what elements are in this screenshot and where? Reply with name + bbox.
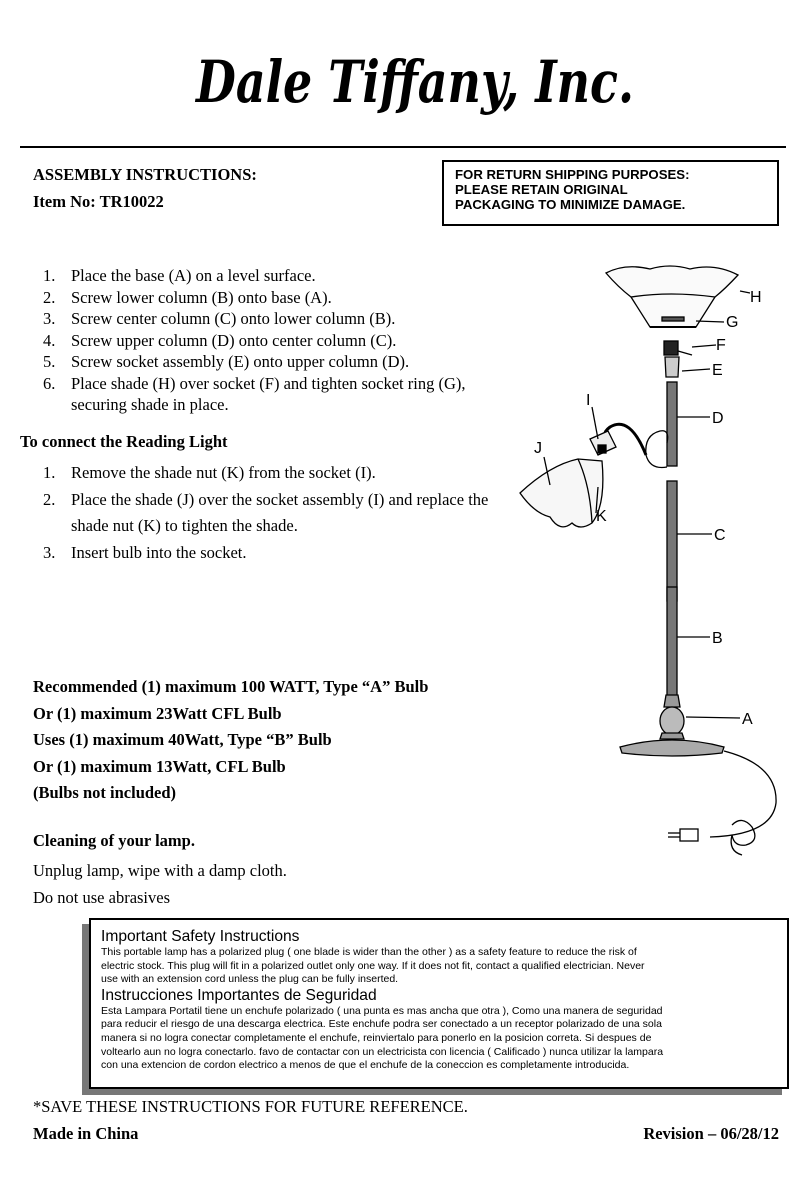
- list-item: [38, 330, 508, 352]
- list-item: [38, 487, 501, 540]
- step-number: 3.: [43, 309, 56, 328]
- step-text: Screw lower column (B) onto base (A).: [71, 287, 332, 307]
- bulb-specs: [33, 674, 428, 807]
- notice-line: PACKAGING TO MINIMIZE DAMAGE.: [455, 197, 686, 212]
- label-D: D: [712, 410, 724, 427]
- return-shipping-notice: [442, 160, 779, 226]
- safety-line-en: use with an extension cord unless the plug can be fully inserted.: [101, 973, 399, 986]
- list-item: [38, 265, 508, 287]
- cleaning-instructions: [33, 857, 287, 911]
- step-text: Remove the shade nut (K) from the socket (I).: [71, 463, 376, 482]
- safety-line-es: Esta Lampara Portatil tiene un enchufe polarizado ( una punta es mas ancha que otra ), Como una manera de seguridad: [101, 1004, 663, 1017]
- safety-title-en: Important Safety Instructions: [101, 928, 300, 945]
- label-A: A: [742, 711, 753, 728]
- lamp-diagram: [510, 255, 800, 875]
- reading-arm: [646, 431, 668, 468]
- label-J: J: [534, 440, 542, 457]
- step-text: Screw upper column (D) onto center column (C).: [71, 330, 397, 350]
- plug: [680, 829, 698, 841]
- step-text: Place the shade (J) over the socket assembly (I) and replace the shade nut (K) to tighten the shade.: [71, 489, 489, 535]
- brand-logo-text: Dale Tiffany, Inc.: [194, 48, 634, 116]
- label-G: G: [726, 314, 739, 331]
- assembly-steps: [38, 265, 508, 416]
- safety-line-es: voltearlo aun no logra conectarlo. favo de contactar con un electricista con licencia ( Calificado ) nunca utilizar la lampara: [101, 1045, 664, 1058]
- lower-column: [667, 587, 677, 709]
- safety-line-es: manera si no logra conectar completamente el enchufe, reinviertalo para ponerlo en la posicion correta. Si despues de: [101, 1031, 652, 1044]
- label-C: C: [714, 527, 726, 544]
- step-text: Insert bulb into the socket.: [71, 542, 247, 562]
- list-item: [38, 287, 508, 309]
- cleaning-line: Unplug lamp, wipe with a damp cloth.: [33, 861, 287, 880]
- label-K: K: [596, 508, 607, 525]
- step-number: 6.: [43, 373, 56, 393]
- brand-logo: [196, 36, 636, 128]
- label-E: E: [712, 362, 723, 379]
- list-item: [38, 540, 508, 567]
- reading-shade: [520, 459, 603, 527]
- cleaning-title: Cleaning of your lamp.: [33, 831, 195, 850]
- socket-ring: [662, 317, 684, 321]
- reading-light-steps: [38, 460, 508, 566]
- list-item: [38, 460, 508, 487]
- step-number: 2.: [43, 287, 56, 307]
- upper-column: [667, 382, 677, 466]
- reading-light-title: To connect the Reading Light: [20, 432, 228, 451]
- header-divider: [20, 146, 786, 148]
- safety-line-en: This portable lamp has a polarized plug ( one blade is wider than the other ) as a safety feature to reduce the risk of: [101, 946, 637, 958]
- safety-title-es: Instrucciones Importantes de Seguridad: [101, 986, 377, 1004]
- list-item: [38, 351, 508, 373]
- step-number: 1.: [43, 266, 56, 285]
- center-column: [667, 481, 677, 601]
- step-text: Screw socket assembly (E) onto upper column (D).: [71, 352, 410, 371]
- socket: [664, 341, 678, 355]
- label-F: F: [716, 337, 726, 354]
- notice-line: PLEASE RETAIN ORIGINAL: [455, 182, 628, 197]
- label-H: H: [750, 289, 762, 306]
- lamp-base: [620, 740, 724, 756]
- step-text: Place shade (H) over socket (F) and tighten socket ring (G), securing shade in place.: [71, 373, 466, 414]
- bulb-line: (Bulbs not included): [33, 783, 177, 802]
- list-item: [38, 308, 508, 330]
- save-instructions-note: *SAVE THESE INSTRUCTIONS FOR FUTURE REFERENCE.: [33, 1097, 468, 1116]
- socket-assembly: [665, 357, 679, 377]
- bulb-line: Recommended (1) maximum 100 WATT, Type “A” Bulb: [33, 677, 429, 696]
- power-cord: [710, 751, 776, 837]
- item-number: Item No: TR10022: [33, 192, 164, 211]
- step-number: 1.: [43, 463, 56, 482]
- label-I: I: [586, 392, 591, 409]
- safety-line-en: electric stock. This plug will fit in a polarized outlet only one way. If it does not fit, contact a qualified electrician. Never: [101, 959, 645, 972]
- cleaning-line: Do not use abrasives: [33, 888, 171, 907]
- safety-line-es: para reducir el riesgo de una descarga electrica. Este enchufe podra ser conectado a un receptor polarizado de una sola: [101, 1018, 662, 1031]
- safety-box: [89, 918, 789, 1089]
- base-knob: [660, 707, 684, 735]
- made-in-china: Made in China: [33, 1124, 139, 1143]
- safety-line-es: con una extencion de cordon electrico a menos de que el enchufe de la coneccion es completamente introducida.: [101, 1059, 630, 1072]
- revision-date: Revision – 06/28/12: [643, 1124, 779, 1143]
- step-text: Screw center column (C) onto lower column (B).: [71, 309, 396, 328]
- bulb-line: Uses (1) maximum 40Watt, Type “B” Bulb: [33, 730, 332, 749]
- step-text: Place the base (A) on a level surface.: [71, 266, 316, 285]
- bulb-line: Or (1) maximum 23Watt CFL Bulb: [33, 703, 282, 723]
- notice-line: FOR RETURN SHIPPING PURPOSES:: [455, 167, 690, 182]
- assembly-title: ASSEMBLY INSTRUCTIONS:: [33, 165, 257, 184]
- bulb-line: Or (1) maximum 13Watt, CFL Bulb: [33, 756, 286, 776]
- step-number: 4.: [43, 330, 56, 350]
- step-number: 2.: [43, 489, 56, 509]
- list-item: [38, 373, 501, 416]
- label-B: B: [712, 630, 723, 647]
- step-number: 3.: [43, 542, 56, 562]
- step-number: 5.: [43, 352, 56, 371]
